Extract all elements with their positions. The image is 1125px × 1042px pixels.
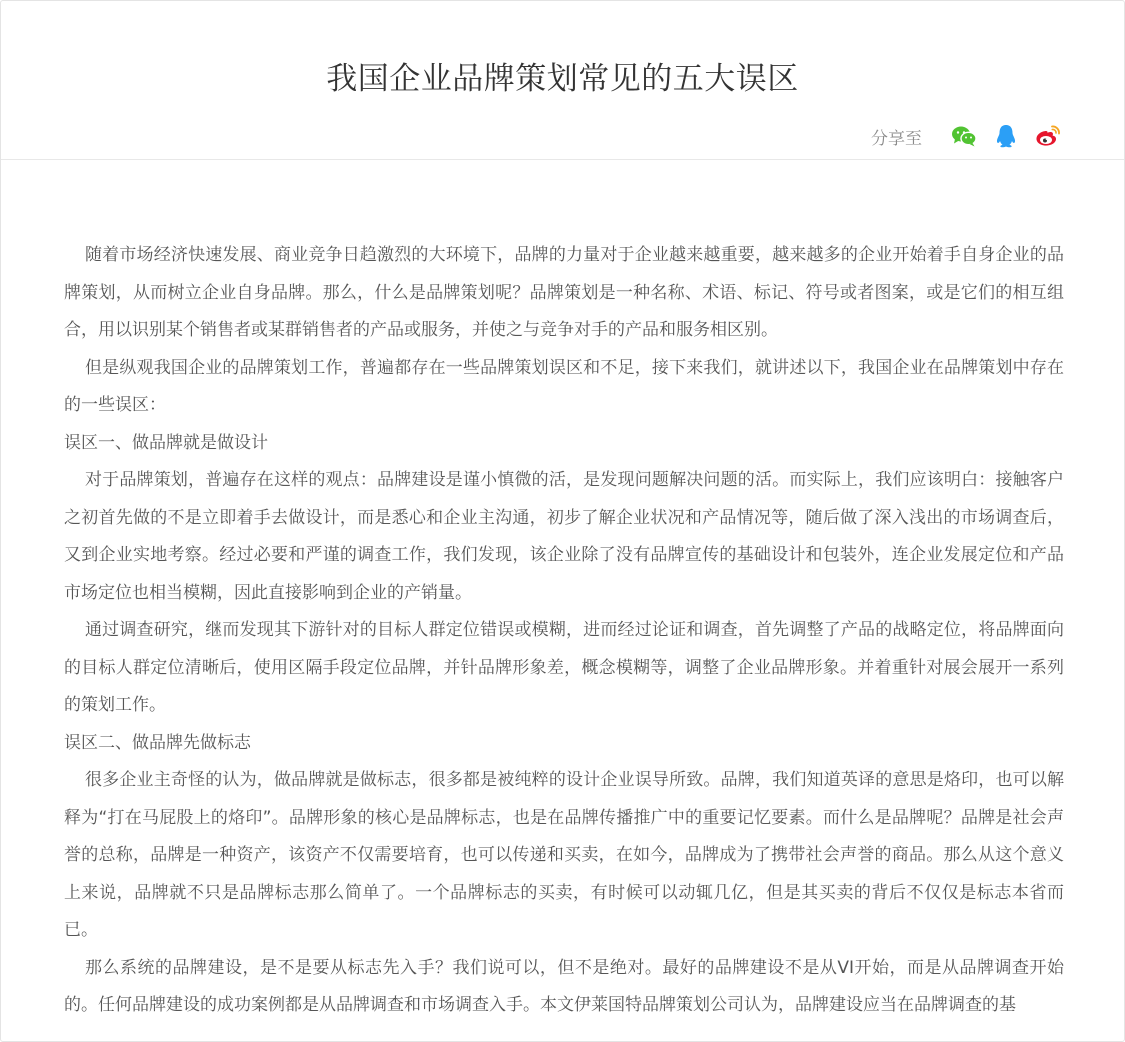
paragraph: 但是纵观我国企业的品牌策划工作，普遍都存在一些品牌策划误区和不足，接下来我们，就讲述以下，我国企业在品牌策划中存在的一些误区： [64,357,1064,415]
weibo-icon[interactable] [1034,122,1062,150]
wechat-icon[interactable] [950,122,978,150]
paragraph: 随着市场经济快速发展、商业竞争日趋激烈的大环境下，品牌的力量对于企业越来越重要，越来越多的企业开始着手自身企业的品牌策划，从而树立企业自身品牌。那么，什么是品牌策划呢？品牌策划是一种名称、术语、标记、符号或者图案，或是它们的相互组合，用以识别某个销售者或某群销售者的产品或服务，并使之与竞争对手的产品和服务相区别。 [64,245,1064,340]
article-body [64,237,1064,1025]
paragraph: 那么系统的品牌建设，是不是要从标志先入手？我们说可以，但不是绝对。最好的品牌建设不是从VI开始，而是从品牌调查开始的。任何品牌建设的成功案例都是从品牌调查和市场调查入手。本文伊莱国特品牌策划公司认为，品牌建设应当在品牌调查的基 [64,957,1064,1015]
article-header [1,1,1124,160]
article-title: 我国企业品牌策划常见的五大误区 [326,61,799,97]
section-heading: 误区一、做品牌就是做设计 [64,432,268,453]
share-label: 分享至 [871,128,922,149]
paragraph: 对于品牌策划，普遍存在这样的观点：品牌建设是谨小慎微的活，是发现问题解决问题的活。而实际上，我们应该明白：接触客户之初首先做的不是立即着手去做设计，而是悉心和企业主沟通，初步了解企业状况和产品情况等，随后做了深入浅出的市场调查后，又到企业实地考察。经过必要和严谨的调查工作，我们发现，该企业除了没有品牌宣传的基础设计和包装外，连企业发展定位和产品市场定位也相当模糊，因此直接影响到企业的产销量。 [64,470,1064,603]
section-heading: 误区二、做品牌先做标志 [64,732,251,753]
share-bar [871,121,1062,151]
paragraph: 通过调查研究，继而发现其下游针对的目标人群定位错误或模糊，进而经过论证和调查，首先调整了产品的战略定位，将品牌面向的目标人群定位清晰后，使用区隔手段定位品牌，并针品牌形象差，概念模糊等，调整了企业品牌形象。并着重针对展会展开一系列的策划工作。 [64,620,1064,715]
qq-icon[interactable] [992,122,1020,150]
paragraph: 很多企业主奇怪的认为，做品牌就是做标志，很多都是被纯粹的设计企业误导所致。品牌，我们知道英译的意思是烙印，也可以解释为“打在马屁股上的烙印”。品牌形象的核心是品牌标志，也是在品牌传播推广中的重要记忆要素。而什么是品牌呢？品牌是社会声誉的总称，品牌是一种资产，该资产不仅需要培育，也可以传递和买卖，在如今，品牌成为了携带社会声誉的商品。那么从这个意义上来说，品牌就不只是品牌标志那么简单了。一个品牌标志的买卖，有时候可以动辄几亿，但是其买卖的背后不仅仅是标志本省而已。 [64,770,1064,940]
